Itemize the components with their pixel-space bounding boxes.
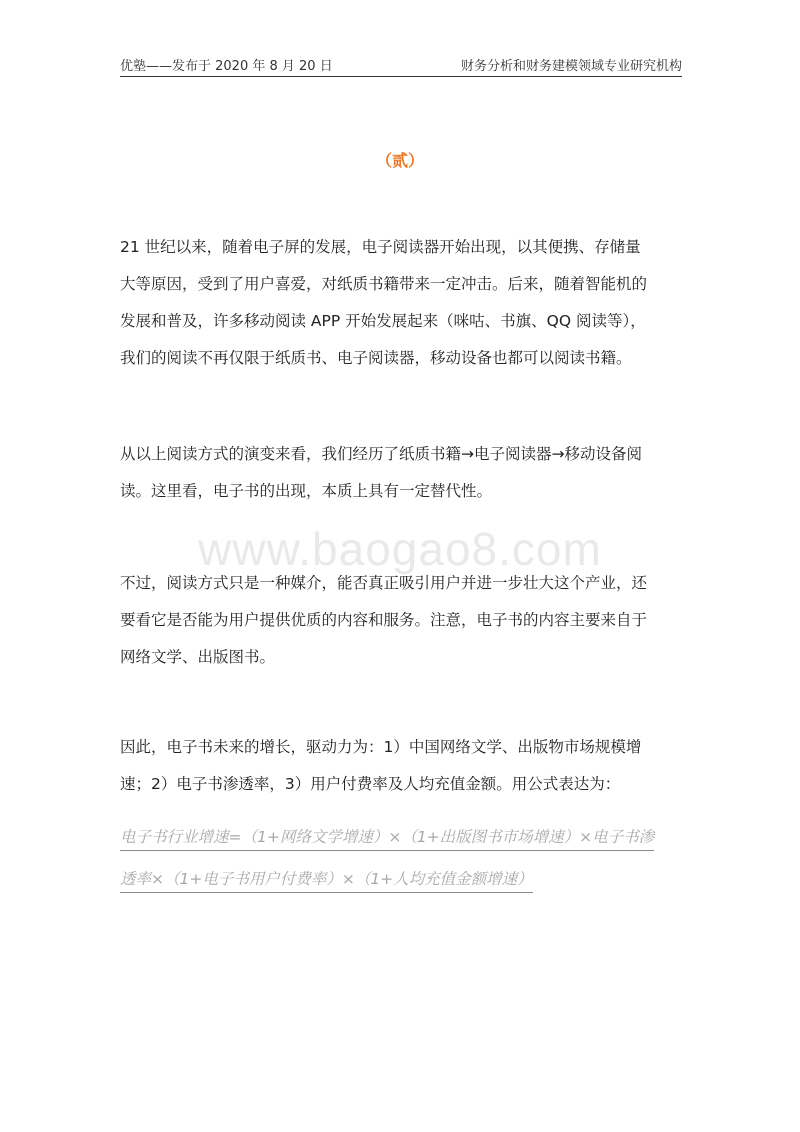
paragraph-line: 我们的阅读不再仅限于纸质书、电子阅读器，移动设备也都可以阅读书籍。	[120, 349, 632, 367]
paragraph-growth-drivers	[120, 729, 680, 803]
formula-line: 电子书行业增速=（1+网络文学增速）×（1+出版图书市场增速）×电子书渗	[120, 824, 654, 851]
header-organization: 财务分析和财务建模领域专业研究机构	[460, 59, 682, 74]
paragraph-reading-evolution	[120, 436, 680, 510]
paragraph-line: 从以上阅读方式的演变来看，我们经历了纸质书籍→电子阅读器→移动设备阅	[120, 445, 642, 463]
formula-line: 透率×（1+电子书用户付费率）×（1+人均充值金额增速）	[120, 866, 533, 893]
paragraph-line: 读。这里看，电子书的出现，本质上具有一定替代性。	[120, 482, 493, 500]
paragraph-line: 因此，电子书未来的增长，驱动力为：1）中国网络文学、出版物市场规模增	[120, 738, 642, 756]
paragraph-line: 不过，阅读方式只是一种媒介，能否真正吸引用户并进一步壮大这个产业，还	[120, 574, 648, 592]
growth-formula	[120, 819, 680, 903]
paragraph-line: 大等原因，受到了用户喜爱，对纸质书籍带来一定冲击。后来，随着智能机的	[120, 275, 648, 293]
watermark: www.baogao8.com	[198, 523, 602, 575]
paragraph-line: 速；2）电子书渗透率，3）用户付费率及人均充值金额。用公式表达为：	[120, 775, 621, 793]
header-publish-info: 优塾——发布于 2020 年 8 月 20 日	[120, 59, 333, 74]
paragraph-line: 发展和普及，许多移动阅读 APP 开始发展起来（咪咕、书旗、QQ 阅读等），	[120, 312, 646, 330]
section-title: （贰）	[375, 151, 424, 170]
paragraph-ebook-history	[120, 229, 680, 377]
page-header	[120, 52, 682, 77]
paragraph-line: 要看它是否能为用户提供优质的内容和服务。注意，电子书的内容主要来自于	[120, 611, 648, 629]
paragraph-line: 网络文学、出版图书。	[120, 648, 276, 666]
paragraph-content-source	[120, 565, 680, 676]
paragraph-line: 21 世纪以来，随着电子屏的发展，电子阅读器开始出现，以其便携、存储量	[120, 238, 641, 256]
